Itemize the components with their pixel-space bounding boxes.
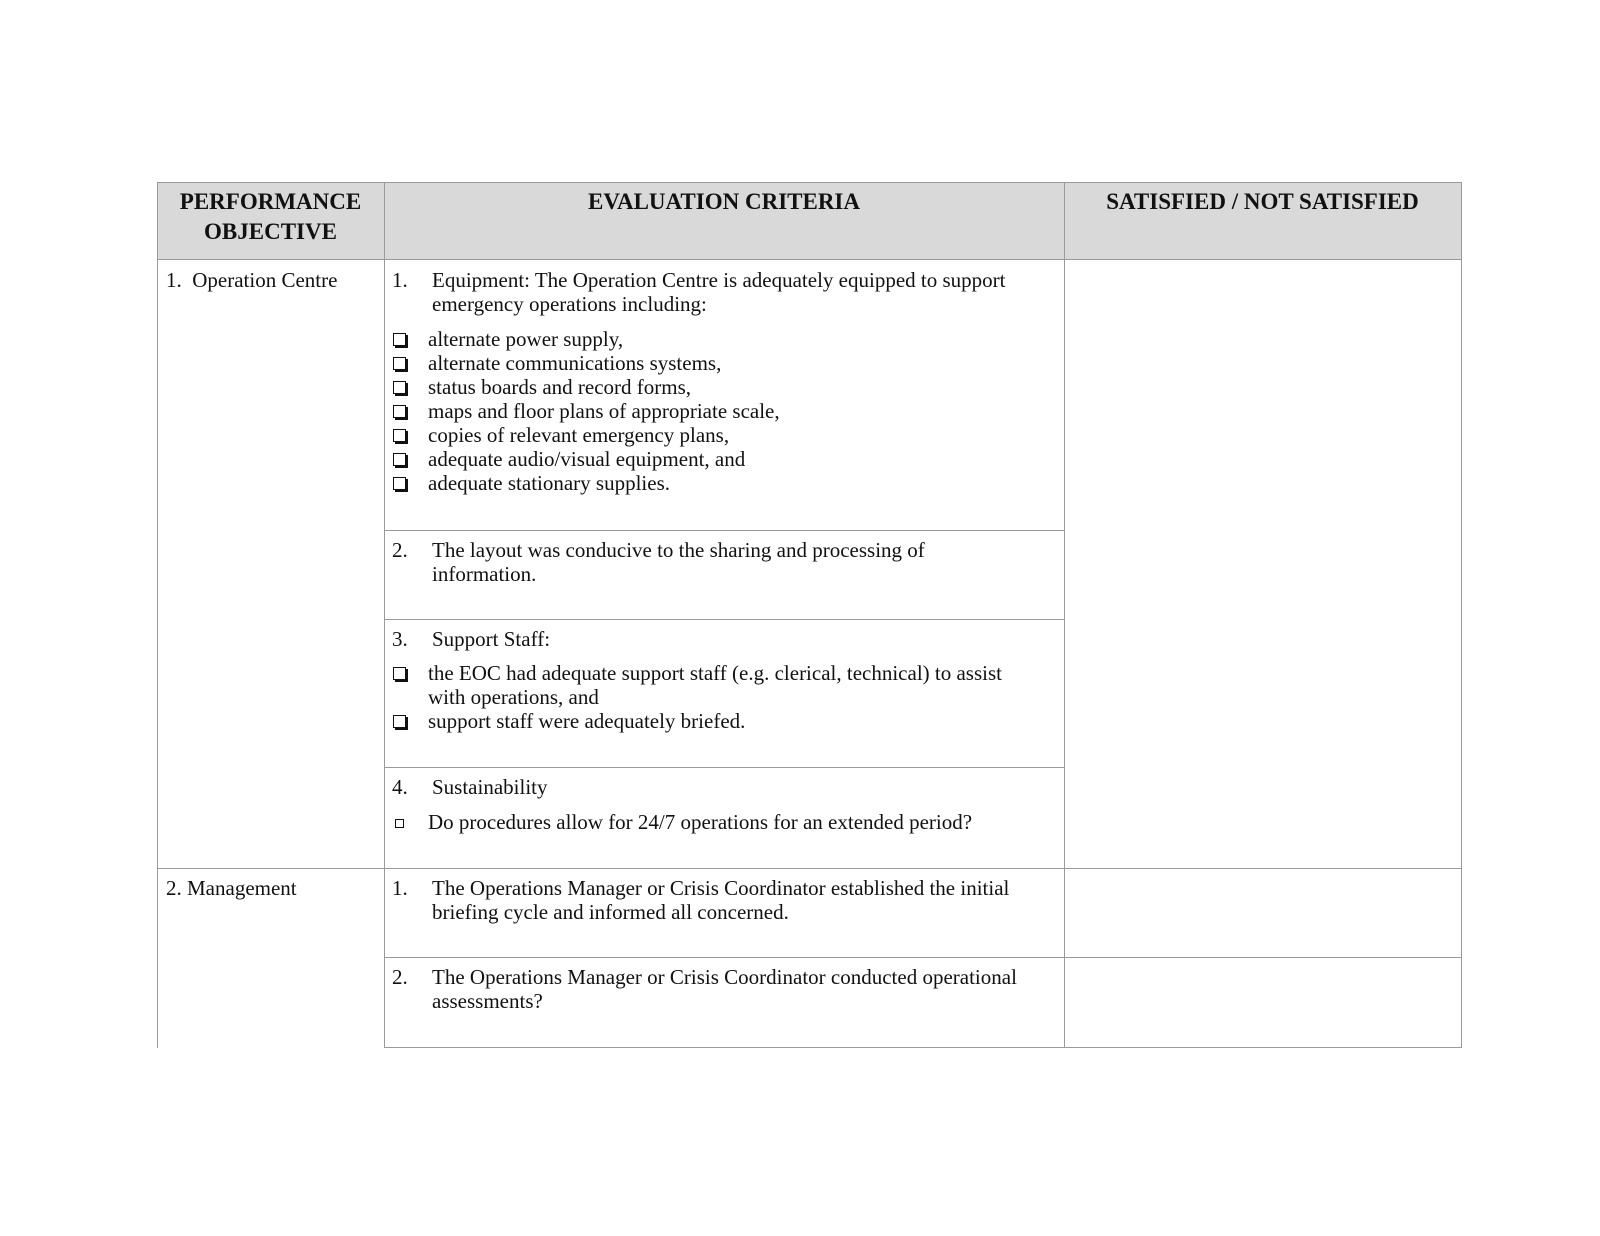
- header-bottom-border: [157, 259, 1461, 260]
- checkbox-icon: [393, 453, 406, 466]
- criterion-line: Sustainability: [432, 775, 548, 799]
- bullet-item: Do procedures allow for 24/7 operations for an extended period?: [428, 810, 973, 834]
- table-top-border: [157, 182, 1461, 183]
- checkbox-icon: [393, 333, 406, 346]
- checkbox-icon: [393, 667, 406, 680]
- criterion-number: 1.: [392, 268, 408, 292]
- header-criteria: EVALUATION CRITERIA: [384, 182, 1064, 259]
- header-objective: [157, 182, 384, 259]
- criterion-line: Support Staff:: [432, 627, 551, 651]
- table-right-border: [1461, 182, 1462, 1048]
- criterion-line: Equipment: The Operation Centre is adequately equipped to support: [432, 268, 1006, 292]
- objective-divider: [157, 868, 1461, 869]
- row-divider-mgmt: [384, 957, 1461, 958]
- bullet-item: the EOC had adequate support staff (e.g. clerical, technical) to assist: [428, 661, 1002, 685]
- checkbox-icon: [393, 429, 406, 442]
- checkbox-icon: [395, 819, 404, 828]
- criterion-number: 2.: [392, 538, 408, 562]
- table-bottom-border: [384, 1047, 1461, 1048]
- criterion-line: information.: [432, 562, 537, 586]
- bullet-item: adequate stationary supplies.: [428, 471, 671, 495]
- criterion-line: The Operations Manager or Crisis Coordinator established the initial: [432, 876, 1010, 900]
- criterion-line: The layout was conducive to the sharing and processing of: [432, 538, 925, 562]
- bullet-item: copies of relevant emergency plans,: [428, 423, 730, 447]
- criterion-line: assessments?: [432, 989, 543, 1013]
- criterion-number: 1.: [392, 876, 408, 900]
- criterion-number: 4.: [392, 775, 408, 799]
- bullet-item: adequate audio/visual equipment, and: [428, 447, 746, 471]
- checkbox-icon: [393, 715, 406, 728]
- header-objective-line1: PERFORMANCE: [179, 189, 362, 214]
- criterion-number: 3.: [392, 627, 408, 651]
- criterion-line: emergency operations including:: [432, 292, 707, 316]
- column-divider-1: [384, 182, 385, 1048]
- bullet-item: support staff were adequately briefed.: [428, 709, 746, 733]
- column-divider-2: [1064, 182, 1065, 1048]
- table-left-border: [157, 182, 158, 1048]
- checkbox-icon: [393, 405, 406, 418]
- header-objective-line2: OBJECTIVE: [204, 219, 337, 244]
- bullet-item: alternate power supply,: [428, 327, 624, 351]
- bullet-item: status boards and record forms,: [428, 375, 692, 399]
- objective-label: 2. Management: [166, 876, 297, 900]
- criterion-line: briefing cycle and informed all concerned.: [432, 900, 789, 924]
- criterion-number: 2.: [392, 965, 408, 989]
- checkbox-icon: [393, 477, 406, 490]
- bullet-item: maps and floor plans of appropriate scale,: [428, 399, 780, 423]
- checkbox-icon: [393, 381, 406, 394]
- row-divider-2-3: [384, 619, 1064, 620]
- criterion-line: The Operations Manager or Crisis Coordinator conducted operational: [432, 965, 1017, 989]
- row-divider-3-4: [384, 767, 1064, 768]
- objective-label: 1. Operation Centre: [166, 268, 338, 292]
- bullet-item: alternate communications systems,: [428, 351, 722, 375]
- bullet-item: with operations, and: [428, 685, 599, 709]
- checkbox-icon: [393, 357, 406, 370]
- header-satisfied: SATISFIED / NOT SATISFIED: [1064, 182, 1461, 259]
- row-divider-1-2: [384, 530, 1064, 531]
- evaluation-table: [157, 182, 1461, 1048]
